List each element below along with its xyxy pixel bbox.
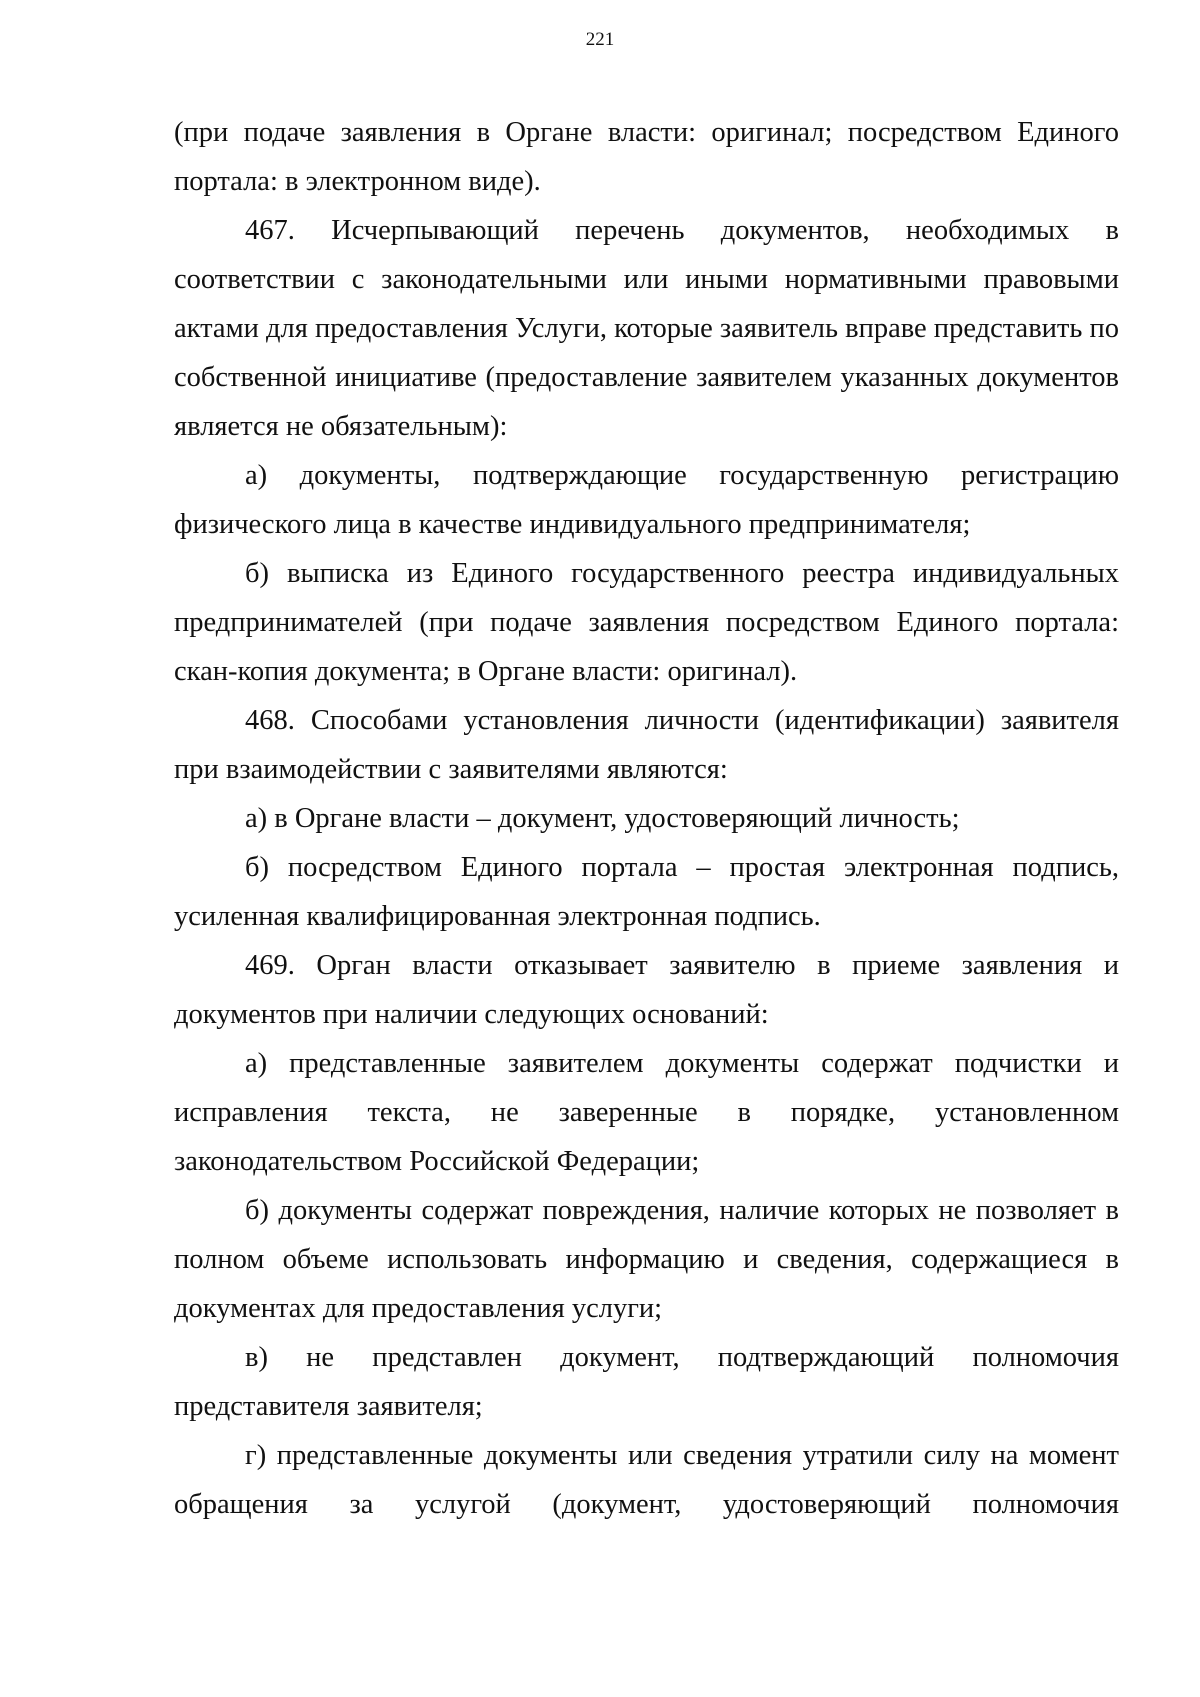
paragraph-469-g: г) представленные документы или сведения утратили силу на момент обращения за услугой (документ, удостоверяющий полномочия — [174, 1440, 1119, 1520]
paragraph-468-a: а) в Органе власти – документ, удостоверяющий личность; — [245, 803, 960, 834]
paragraph-468: 468. Способами установления личности (идентификации) заявителя при взаимодействии с заявителями являются: — [174, 705, 1119, 785]
document-body — [174, 108, 1119, 1529]
paragraph-continuation: (при подаче заявления в Органе власти: оригинал; посредством Единого портала: в электронном виде). — [174, 117, 1119, 197]
page-number: 221 — [585, 29, 615, 50]
paragraph-468-b: б) посредством Единого портала – простая электронная подпись, усиленная квалифицированная электронная подпись. — [174, 852, 1119, 932]
paragraph-469-a: а) представленные заявителем документы содержат подчистки и исправления текста, не заверенные в порядке, установленном законодательством Российской Федерации; — [174, 1048, 1119, 1177]
paragraph-467: 467. Исчерпывающий перечень документов, необходимых в соответствии с законодательными или иными нормативными правовыми актами для предоставления Услуги, которые заявитель вправе представить по собственной инициативе (предоставление заявителем указанных документов является не обязательным): — [174, 215, 1119, 442]
paragraph-469-v: в) не представлен документ, подтверждающий полномочия представителя заявителя; — [174, 1342, 1119, 1422]
paragraph-469-b: б) документы содержат повреждения, наличие которых не позволяет в полном объеме использовать информацию и сведения, содержащиеся в документах для предоставления услуги; — [174, 1195, 1119, 1324]
paragraph-467-a: а) документы, подтверждающие государственную регистрацию физического лица в качестве индивидуального предпринимателя; — [174, 460, 1119, 540]
paragraph-467-b: б) выписка из Единого государственного реестра индивидуальных предпринимателей (при подаче заявления посредством Единого портала: скан-копия документа; в Органе власти: оригинал). — [174, 558, 1119, 687]
paragraph-469: 469. Орган власти отказывает заявителю в приеме заявления и документов при наличии следующих оснований: — [174, 950, 1119, 1030]
